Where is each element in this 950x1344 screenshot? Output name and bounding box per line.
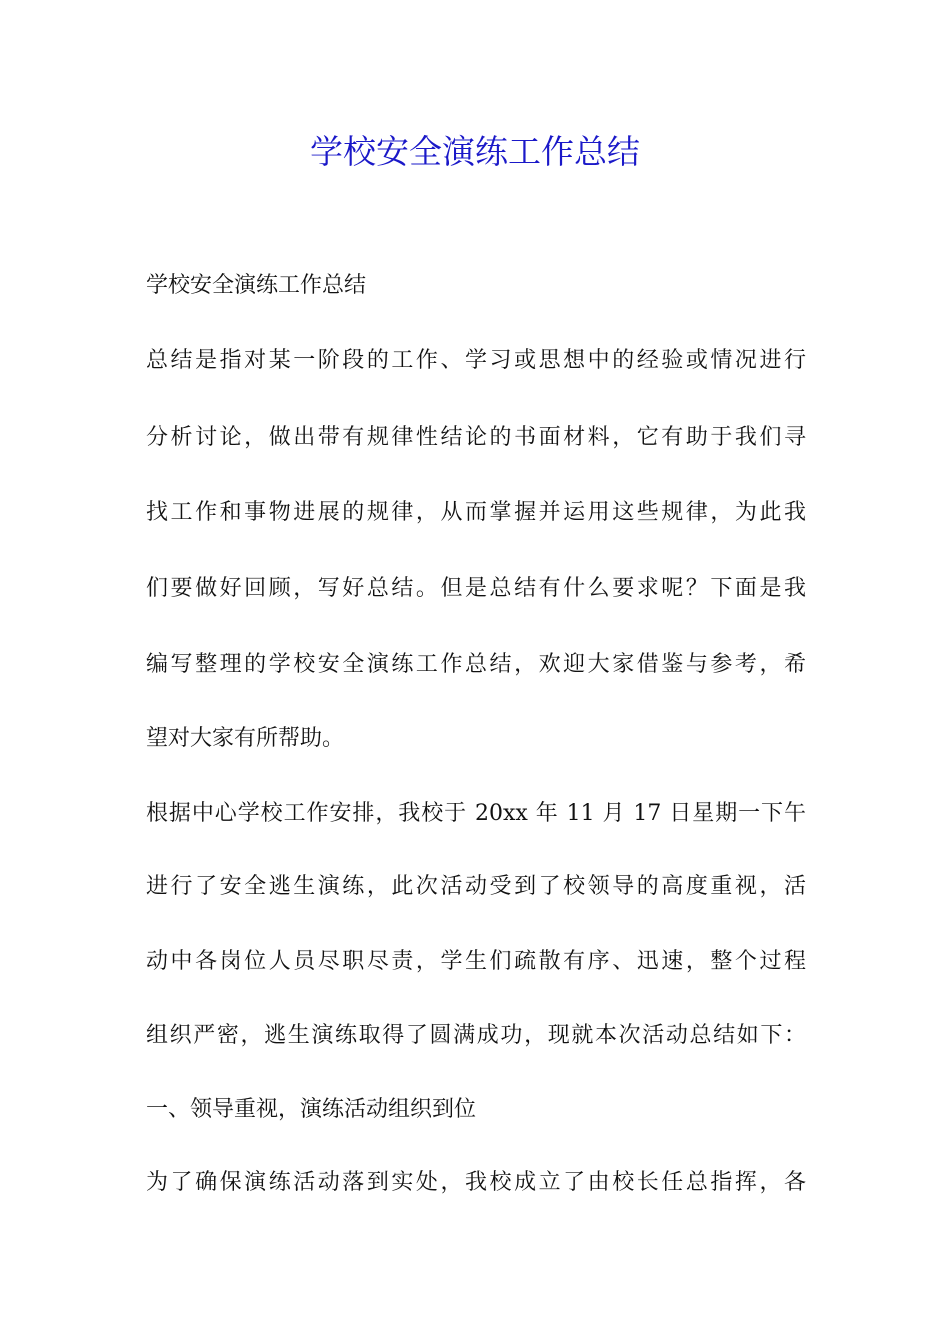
paragraph-line: 动中各岗位人员尽职尽责，学生们疏散有序、迅速，整个过程 [146,949,806,974]
paragraph-line: 分析讨论，做出带有规律性结论的书面材料，它有助于我们寻 [146,425,806,450]
section-heading: 一、领导重视，演练活动组织到位 [146,1097,477,1122]
paragraph-line: 为了确保演练活动落到实处，我校成立了由校长任总指挥，各 [146,1170,806,1195]
paragraph-line: 进行了安全逃生演练，此次活动受到了校领导的高度重视，活 [146,874,806,899]
paragraph-line: 望对大家有所帮助。 [146,726,345,751]
paragraph-line: 编写整理的学校安全演练工作总结，欢迎大家借鉴与参考，希 [146,652,806,677]
document-title: 学校安全演练工作总结 [310,132,640,171]
paragraph-line: 根据中心学校工作安排，我校于 20xx 年 11 月 17 日星期一下午 [146,801,806,826]
paragraph-line: 们要做好回顾，写好总结。但是总结有什么要求呢？下面是我 [146,576,806,601]
paragraph-line: 总结是指对某一阶段的工作、学习或思想中的经验或情况进行 [146,348,806,373]
paragraph-line: 找工作和事物进展的规律，从而掌握并运用这些规律，为此我 [146,500,806,525]
paragraph-line: 组织严密，逃生演练取得了圆满成功，现就本次活动总结如下： [146,1023,806,1048]
subtitle-line: 学校安全演练工作总结 [146,273,367,298]
